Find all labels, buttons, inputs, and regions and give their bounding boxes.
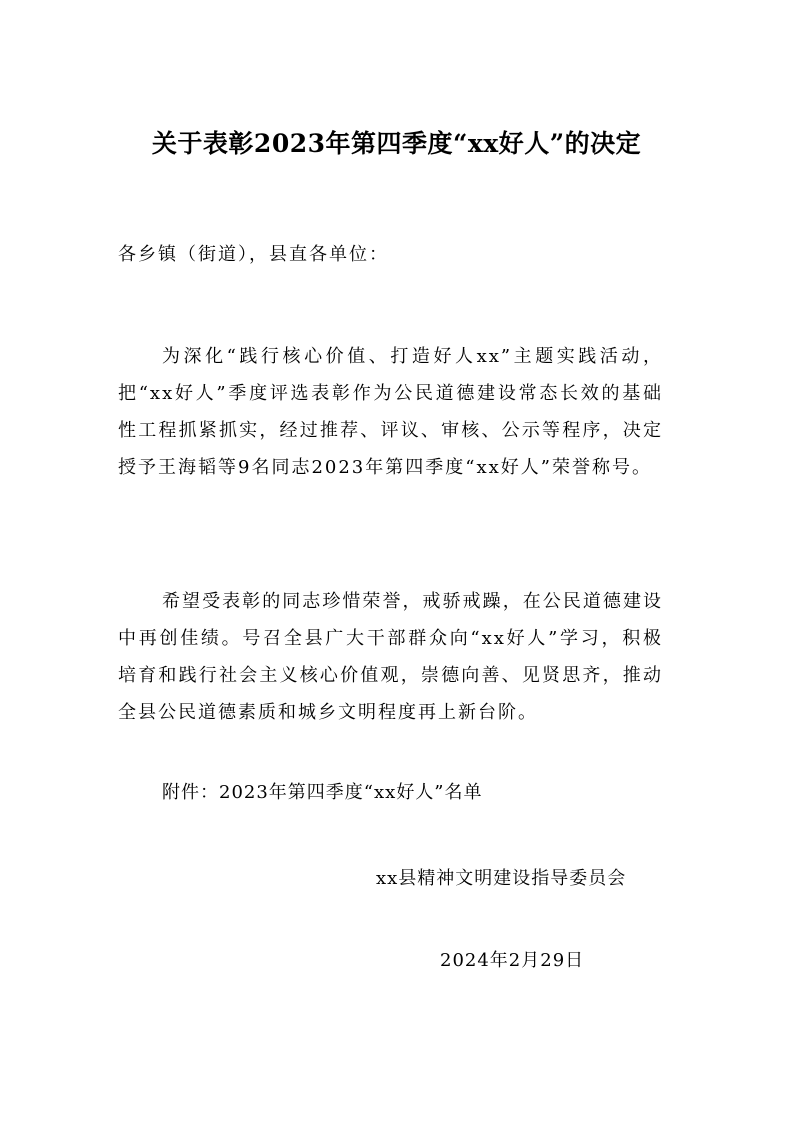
- issuer-signature: xx县精神文明建设指导委员会: [376, 868, 627, 889]
- salutation: 各乡镇（街道），县直各单位：: [118, 244, 389, 265]
- attachment-note: 附件：2023年第四季度“xx好人”名单: [162, 782, 483, 803]
- issue-date: 2024年2月29日: [440, 950, 585, 971]
- document-title: 关于表彰2023年第四季度“xx好人”的决定: [151, 129, 642, 158]
- body-paragraph: 为深化“践行核心价值、打造好人xx”主题实践活动，把“xx好人”季度评选表彰作为公民道德建设常态长效的基础性工程抓紧抓实，经过推荐、评议、审核、公示等程序，决定授予王海韬等9名同志2023年第四季度“xx好人”荣誉称号。: [118, 346, 663, 478]
- body-paragraph: 希望受表彰的同志珍惜荣誉，戒骄戒躁，在公民道德建设中再创佳绩。号召全县广大干部群众向“xx好人”学习，积极培育和践行社会主义核心价值观，崇德向善、见贤思齐，推动全县公民道德素质和城乡文明程度再上新台阶。: [118, 591, 663, 723]
